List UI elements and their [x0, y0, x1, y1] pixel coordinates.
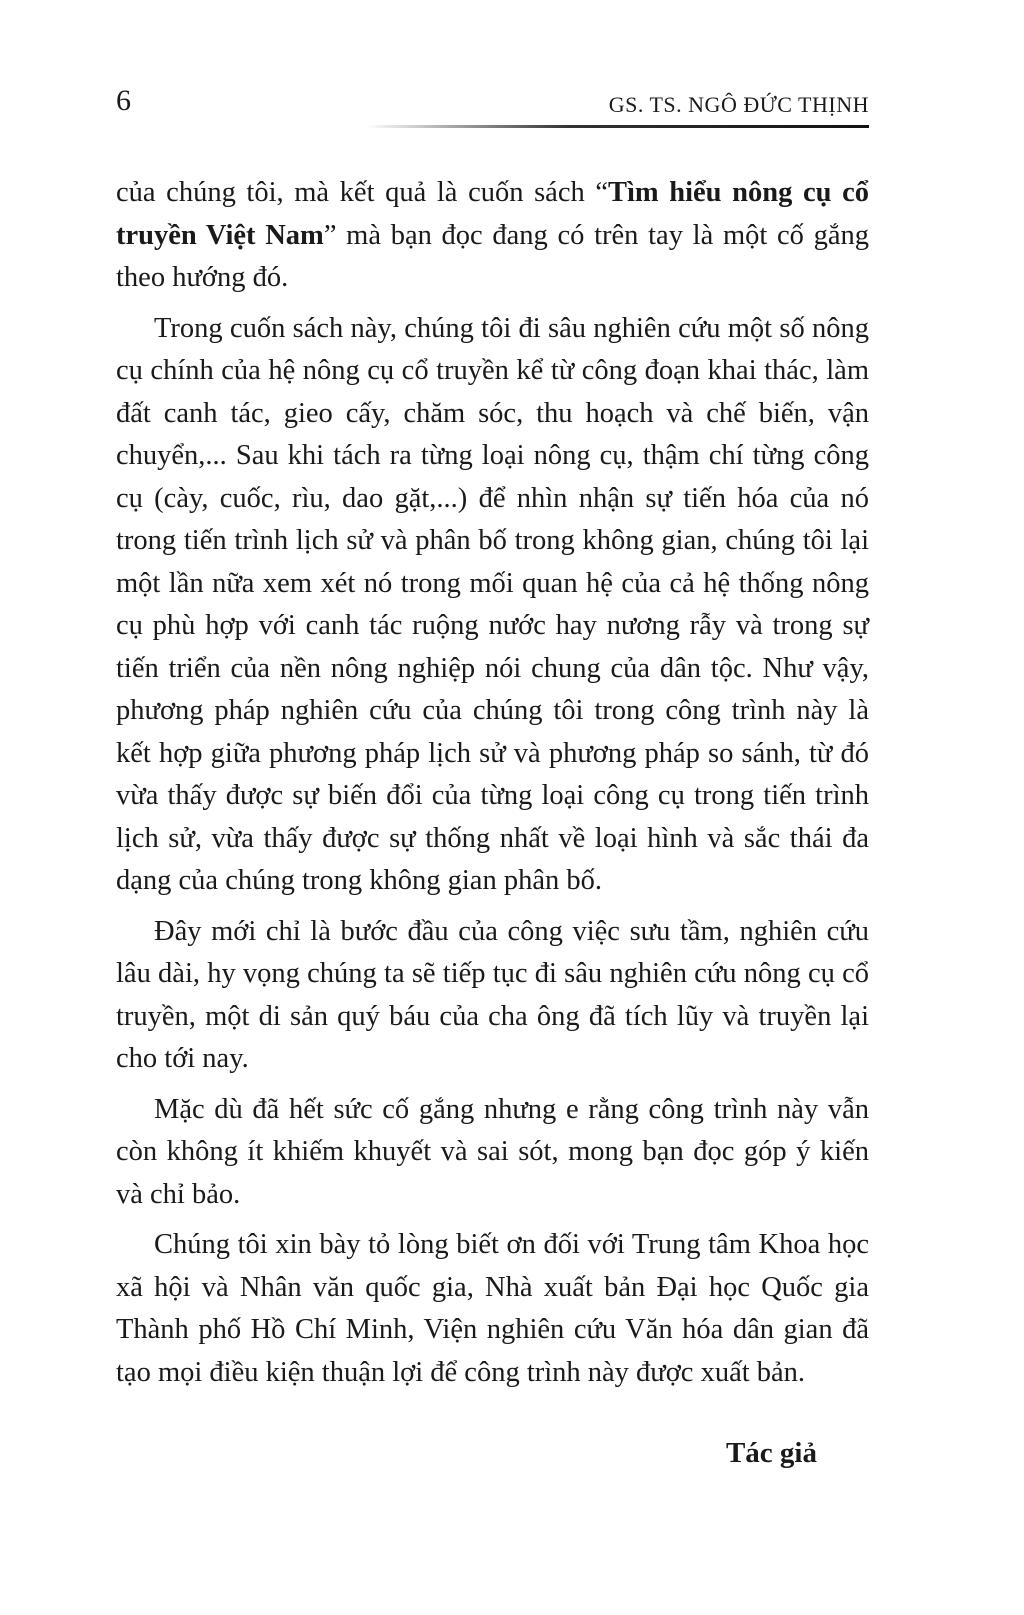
- paragraph-continuation: [116, 172, 869, 300]
- page-number: 6: [116, 84, 131, 117]
- body-text: [116, 172, 869, 1402]
- paragraph-method: Trong cuốn sách này, chúng tôi đi sâu nghiên cứu một số nông cụ chính của hệ nông cụ cổ truyền kể từ công đoạn khai thác, làm đất canh tác, gieo cấy, chăm sóc, thu hoạch và chế biến, vận chuyển,... Sau khi tách ra từng loại nông cụ, thậm chí từng công cụ (cày, cuốc, rìu, dao gặt,...) để nhìn nhận sự tiến hóa của nó trong tiến trình lịch sử và phân bố trong không gian, chúng tôi lại một lần nữa xem xét nó trong mối quan hệ của cả hệ thống nông cụ phù hợp với canh tác ruộng nước hay nương rẫy và trong sự tiến triển của nền nông nghiệp nói chung của dân tộc. Như vậy, phương pháp nghiên cứu của chúng tôi trong công trình này là kết hợp giữa phương pháp lịch sử và phương pháp so sánh, từ đó vừa thấy được sự biến đổi của từng loại công cụ trong tiến trình lịch sử, vừa thấy được sự thống nhất về loại hình và sắc thái đa dạng của chúng trong không gian phân bố.: [116, 312, 869, 896]
- author-signature: Tác giả: [725, 1437, 817, 1469]
- book-title-bold: Tìm hiểu nông cụ cổ truyền Việt Nam: [116, 177, 869, 251]
- paragraph-apology: Mặc dù đã hết sức cố gắng nhưng e rằng công trình này vẫn còn không ít khiếm khuyết và sai sót, mong bạn đọc góp ý kiến và chỉ bảo.: [116, 1093, 869, 1210]
- paragraph-thanks: Chúng tôi xin bày tỏ lòng biết ơn đối với Trung tâm Khoa học xã hội và Nhân văn quốc gia, Nhà xuất bản Đại học Quốc gia Thành phố Hồ Chí Minh, Viện nghiên cứu Văn hóa dân gian đã tạo mọi điều kiện thuận lợi để công trình này được xuất bản.: [116, 1229, 869, 1388]
- paragraph-hope: Đây mới chỉ là bước đầu của công việc sưu tầm, nghiên cứu lâu dài, hy vọng chúng ta sẽ tiếp tục đi sâu nghiên cứu nông cụ cổ truyền, một di sản quý báu của cha ông đã tích lũy và truyền lại cho tới nay.: [116, 915, 869, 1074]
- paragraph-text: ” mà bạn đọc đang có trên tay là một cố gắng theo hướng đó.: [116, 219, 869, 293]
- running-head-author: GS. TS. NGÔ ĐỨC THỊNH: [608, 92, 869, 117]
- paragraph-text: của chúng tôi, mà kết quả là cuốn sách “: [116, 177, 608, 208]
- header-rule: [366, 125, 869, 128]
- page-header: [116, 80, 869, 126]
